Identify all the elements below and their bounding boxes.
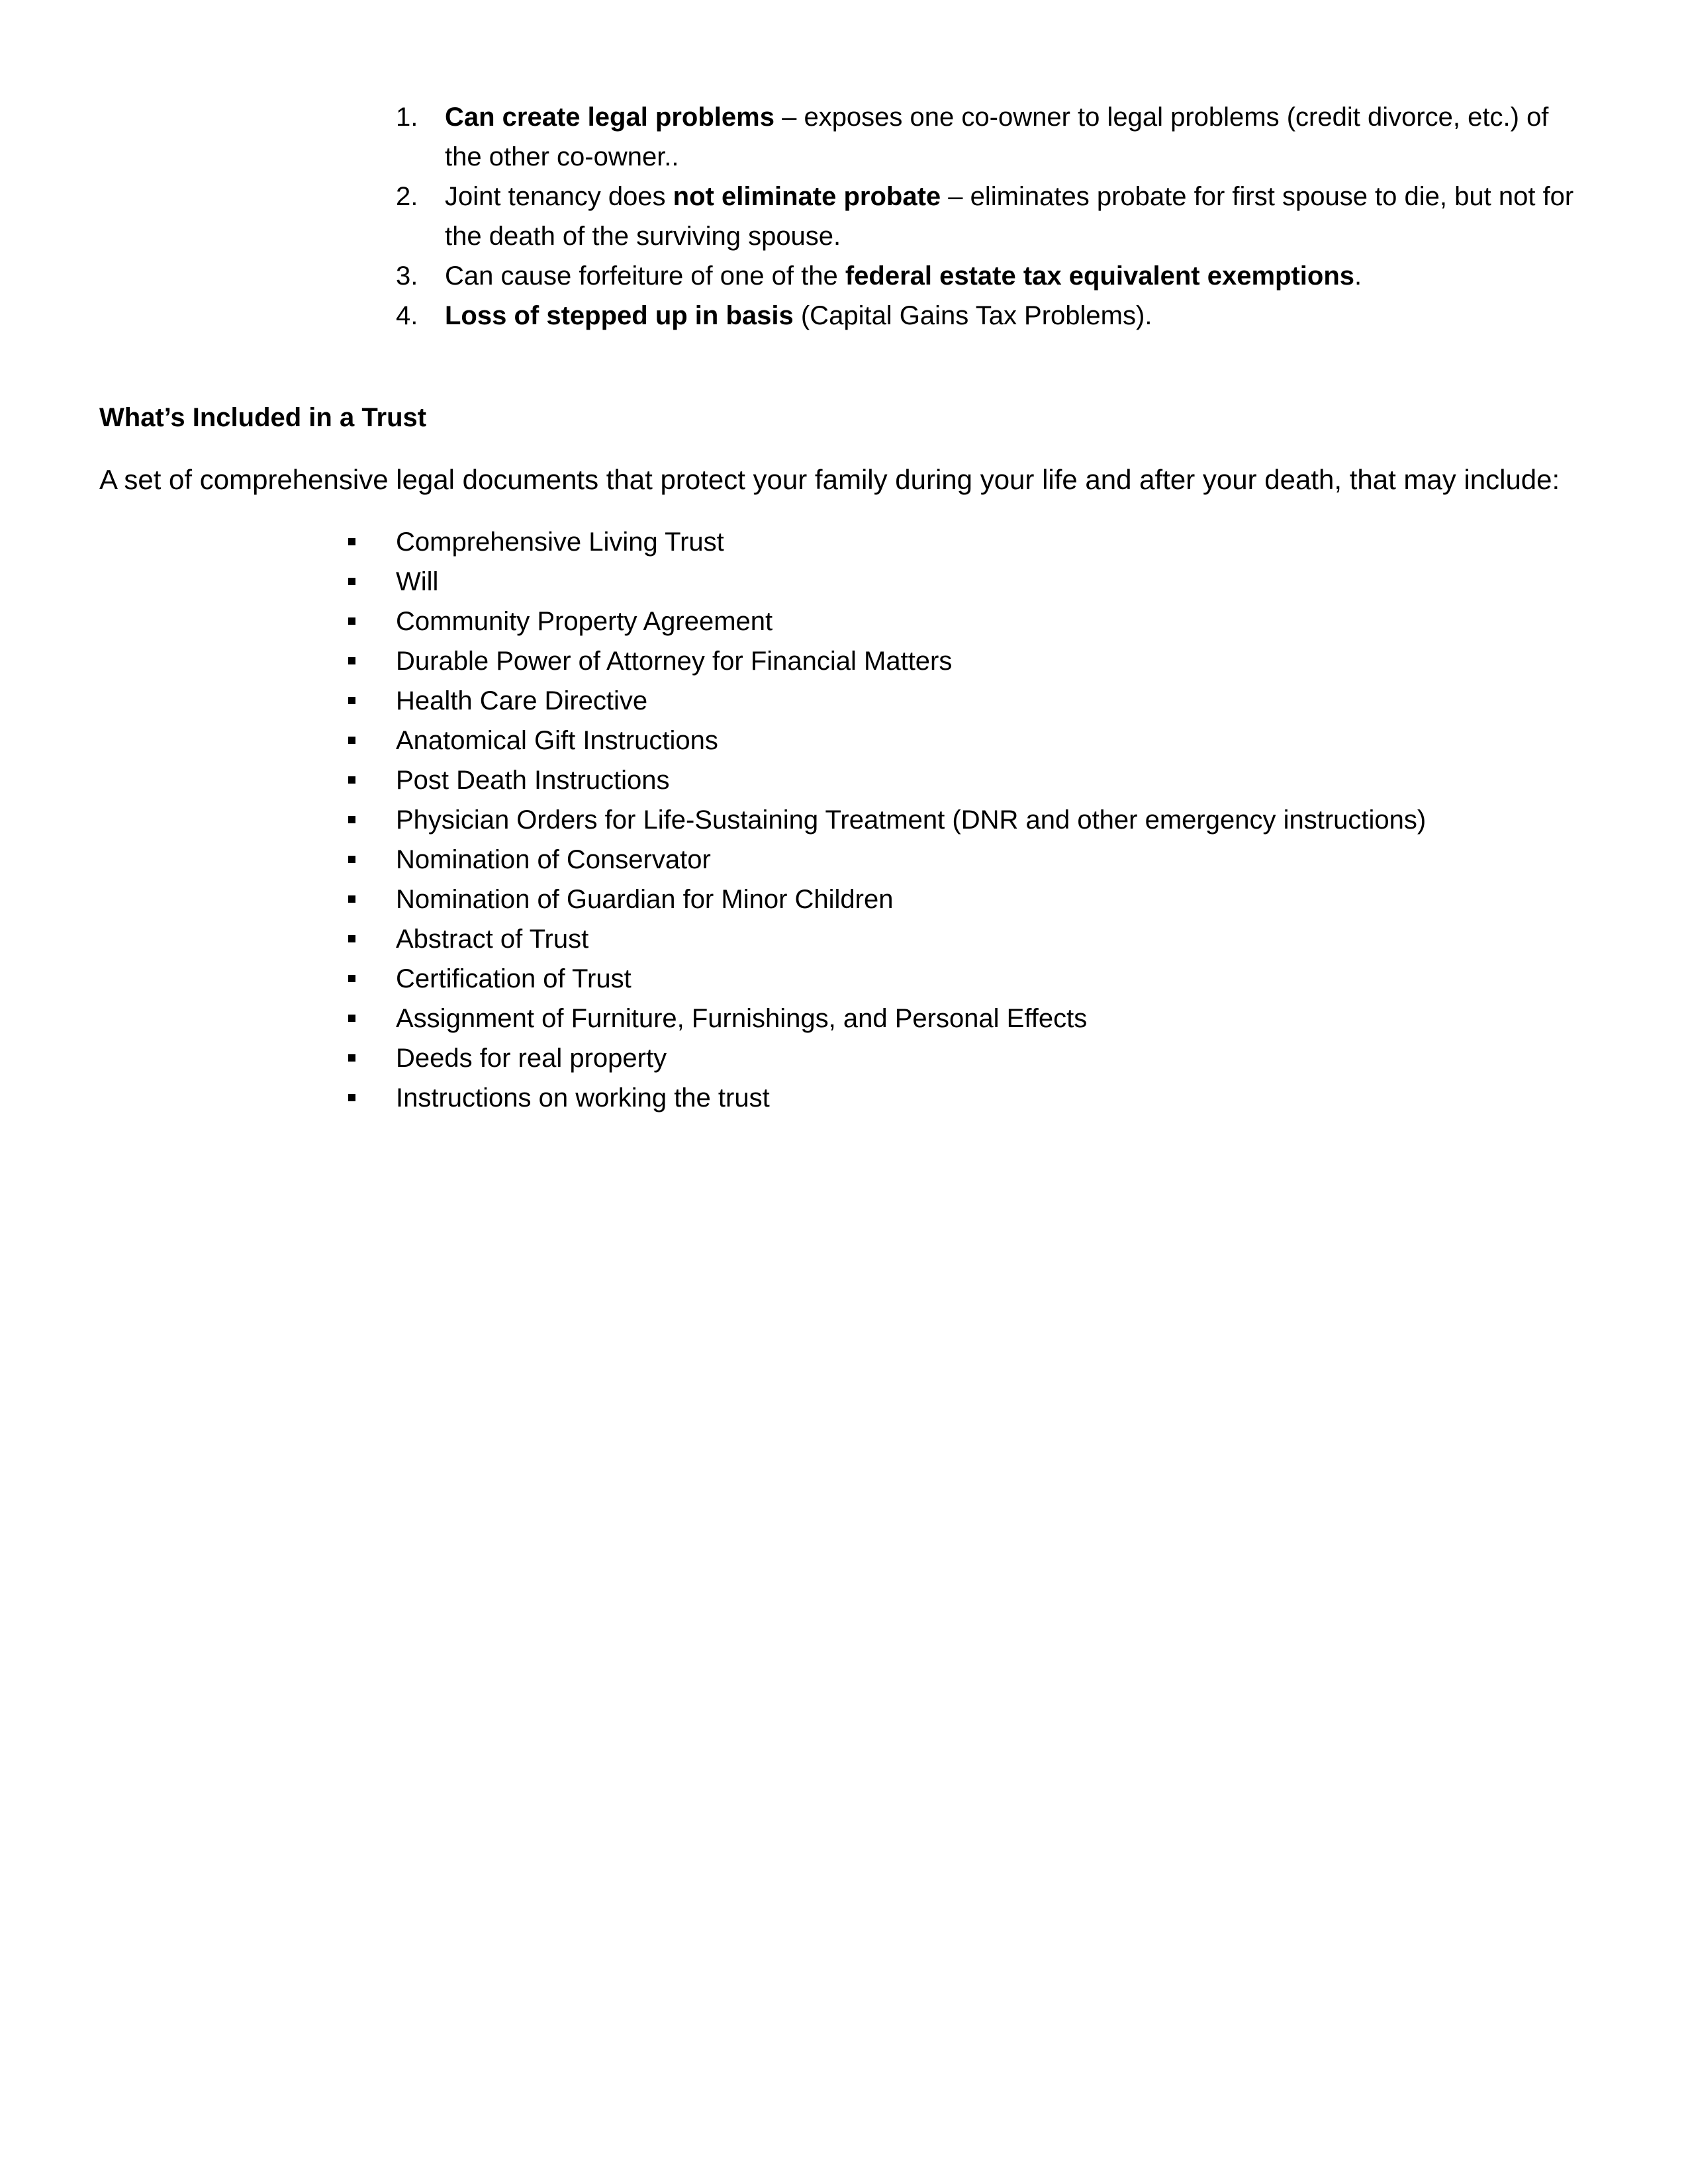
list-item-text: Comprehensive Living Trust — [396, 527, 724, 557]
list-item — [345, 760, 1426, 800]
list-item — [345, 919, 1426, 959]
list-item-text: Abstract of Trust — [396, 925, 589, 954]
square-bullet-icon — [348, 1054, 355, 1062]
list-item — [345, 959, 1426, 999]
list-number: 4. — [396, 301, 418, 330]
list-item-text: Can cause forfeiture of one of the — [445, 261, 845, 291]
list-item — [345, 1038, 1426, 1078]
list-item-text: Instructions on working the trust — [396, 1083, 770, 1113]
section-intro: A set of comprehensive legal documents that protect your family during your life and after your death, that may include: — [99, 464, 1560, 495]
list-item-text: Community Property Agreement — [396, 607, 773, 636]
list-item-text: Health Care Directive — [396, 686, 648, 715]
square-bullet-icon — [348, 776, 355, 784]
square-bullet-icon — [348, 578, 355, 585]
list-item-text: Assignment of Furniture, Furnishings, and Personal Effects — [396, 1004, 1088, 1033]
square-bullet-icon — [348, 935, 355, 942]
list-item — [345, 602, 1426, 641]
list-item-text: – eliminates probate for first spouse to die, but not for the death of the surviving spouse. — [445, 182, 1574, 251]
list-item-text: Nomination of Conservator — [396, 845, 711, 874]
list-item — [345, 800, 1426, 840]
list-item — [396, 256, 1587, 296]
square-bullet-icon — [348, 1015, 355, 1022]
square-bullet-icon — [348, 816, 355, 823]
section-heading: What’s Included in a Trust — [99, 403, 427, 432]
square-bullet-icon — [348, 856, 355, 863]
list-item-text: Durable Power of Attorney for Financial Matters — [396, 647, 953, 676]
square-bullet-icon — [348, 737, 355, 744]
list-item-text: Physician Orders for Life-Sustaining Treatment (DNR and other emergency instructions) — [396, 805, 1427, 835]
list-item — [345, 681, 1426, 721]
square-bullet-icon — [348, 617, 355, 625]
square-bullet-icon — [348, 697, 355, 704]
square-bullet-icon — [348, 538, 355, 545]
list-item-bold-text: Loss of stepped up in basis — [445, 301, 794, 330]
list-item-text: Certification of Trust — [396, 964, 632, 993]
list-item-text: Deeds for real property — [396, 1044, 667, 1073]
list-item-text: Nomination of Guardian for Minor Children — [396, 885, 894, 914]
list-item-text: Post Death Instructions — [396, 766, 670, 795]
list-item-text: . — [1354, 261, 1362, 291]
list-item-text: (Capital Gains Tax Problems). — [793, 301, 1152, 330]
list-item — [345, 840, 1426, 880]
square-bullet-icon — [348, 1094, 355, 1101]
list-item-text: – exposes one co-owner to legal problems (credit divorce, etc.) of the other co-owner.. — [445, 103, 1549, 171]
list-item-text: Anatomical Gift Instructions — [396, 726, 718, 755]
list-number: 1. — [396, 103, 418, 132]
list-item-bold-text: Can create legal problems — [445, 103, 774, 132]
list-number: 3. — [396, 261, 418, 291]
list-item — [345, 721, 1426, 760]
joint-tenancy-problems-list — [396, 97, 1587, 336]
list-item — [396, 177, 1587, 256]
list-item — [345, 522, 1426, 562]
square-bullet-icon — [348, 975, 355, 982]
list-item — [345, 999, 1426, 1038]
list-item — [396, 296, 1587, 336]
list-item-bold-text: federal estate tax equivalent exemptions — [845, 261, 1355, 291]
list-item — [345, 562, 1426, 602]
list-item — [345, 880, 1426, 919]
square-bullet-icon — [348, 895, 355, 903]
list-number: 2. — [396, 182, 418, 211]
list-item — [345, 1078, 1426, 1118]
list-item-text: Will — [396, 567, 439, 596]
list-item-text: Joint tenancy does — [445, 182, 673, 211]
list-item — [396, 97, 1587, 177]
trust-documents-list — [345, 522, 1426, 1118]
square-bullet-icon — [348, 657, 355, 664]
list-item-bold-text: not eliminate probate — [673, 182, 941, 211]
list-item — [345, 641, 1426, 681]
